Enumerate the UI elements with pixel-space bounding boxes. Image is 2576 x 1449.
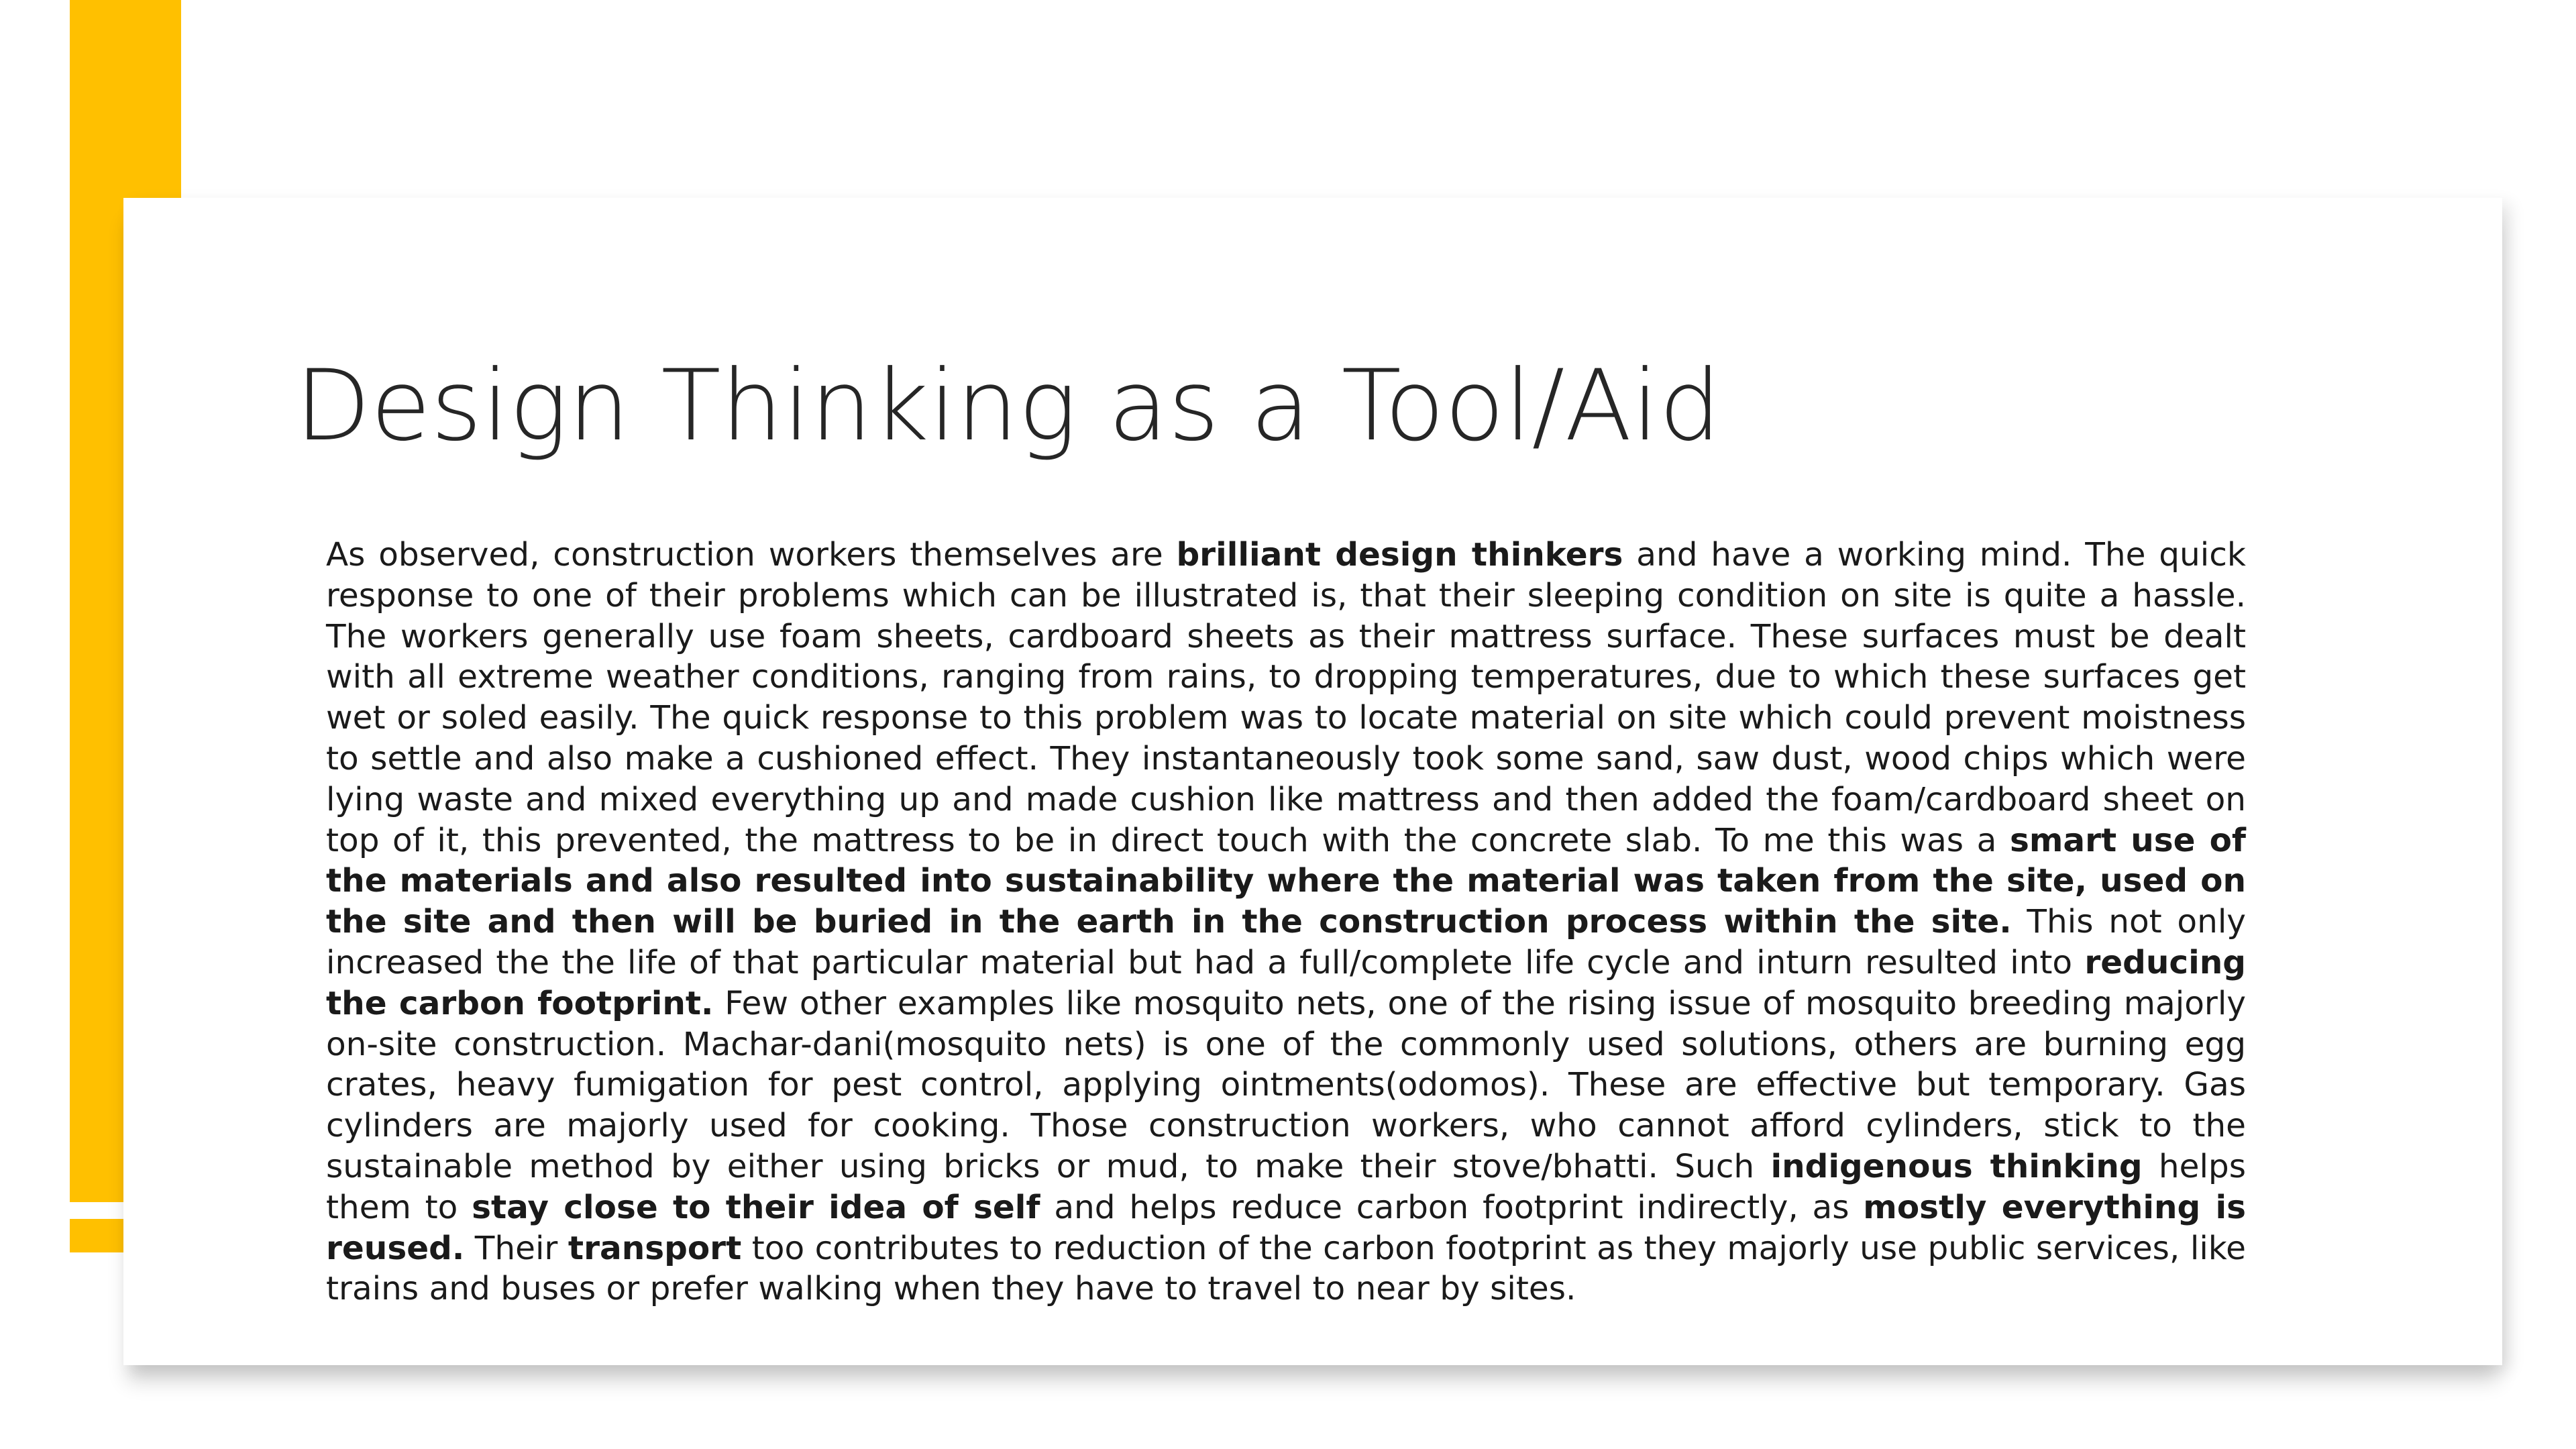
emphasis-text: indigenous thinking [1770, 1147, 2143, 1185]
text-run: Their [464, 1229, 568, 1267]
accent-bar-left [70, 0, 123, 1202]
slide-card [123, 198, 2502, 1365]
text-run: This not only increased the the life of that particular material but had a full/complete life cycle and inturn resulted into [326, 903, 2247, 981]
emphasis-text: smart use of the materials and also resulted into sustainability where the material was taken from the site, used on the site and then will be buried in the earth in the construction process within the site. [326, 821, 2247, 941]
accent-bar-tail [70, 1219, 123, 1252]
text-run: and helps reduce carbon footprint indirectly, as [1040, 1188, 1864, 1226]
emphasis-text: mostly everything is reused. [326, 1188, 2246, 1267]
text-run: Few other examples like mosquito nets, one of the rising issue of mosquito breeding majorly on-site construction. Machar-dani(mosquito nets) is one of the commonly used solutions, others are burning egg crates, heavy fumigation for pest control, applying ointments(odomos). These are effective but temporary. Gas cylinders are majorly used for cooking. Those construction workers, who cannot afford cylinders, stick to the sustainable method by either using bricks or mud, to make their stove/bhatti. Such [326, 984, 2246, 1185]
text-run: and have a working mind. The quick response to one of their problems which can be illustrated is, that their sleeping condition on site is quite a hassle. The workers generally use foam sheets, cardboard sheets as their mattress surface. These surfaces must be dealt with all extreme weather conditions, ranging from rains, to dropping temperatures, due to which these surfaces get wet or soled easily. The quick response to this problem was to locate material on site which could prevent moistness to settle and also make a cushioned effect. They instantaneously took some sand, saw dust, wood chips which were lying waste and mixed everything up and made cushion like mattress and then added the foam/cardboard sheet on top of it, this prevented, the mattress to be in direct touch with the concrete slab. To me this was a [326, 536, 2246, 859]
emphasis-text: brilliant design thinkers [1176, 536, 1623, 574]
emphasis-text: reducing the carbon footprint. [326, 943, 2246, 1022]
slide-body-paragraph [326, 535, 2246, 1309]
emphasis-text: stay close to their idea of self [472, 1188, 1040, 1226]
accent-bar-gap [70, 1202, 123, 1219]
text-run: As observed, construction workers themselves are [326, 536, 1177, 574]
text-run: too contributes to reduction of the carbon footprint as they majorly use public services, like trains and buses or prefer walking when they have to travel to near by sites. [326, 1229, 2247, 1308]
emphasis-text: transport [568, 1229, 742, 1267]
slide-title: Design Thinking as a Tool/Aid [295, 349, 1721, 463]
text-run: helps them to [326, 1147, 2246, 1226]
